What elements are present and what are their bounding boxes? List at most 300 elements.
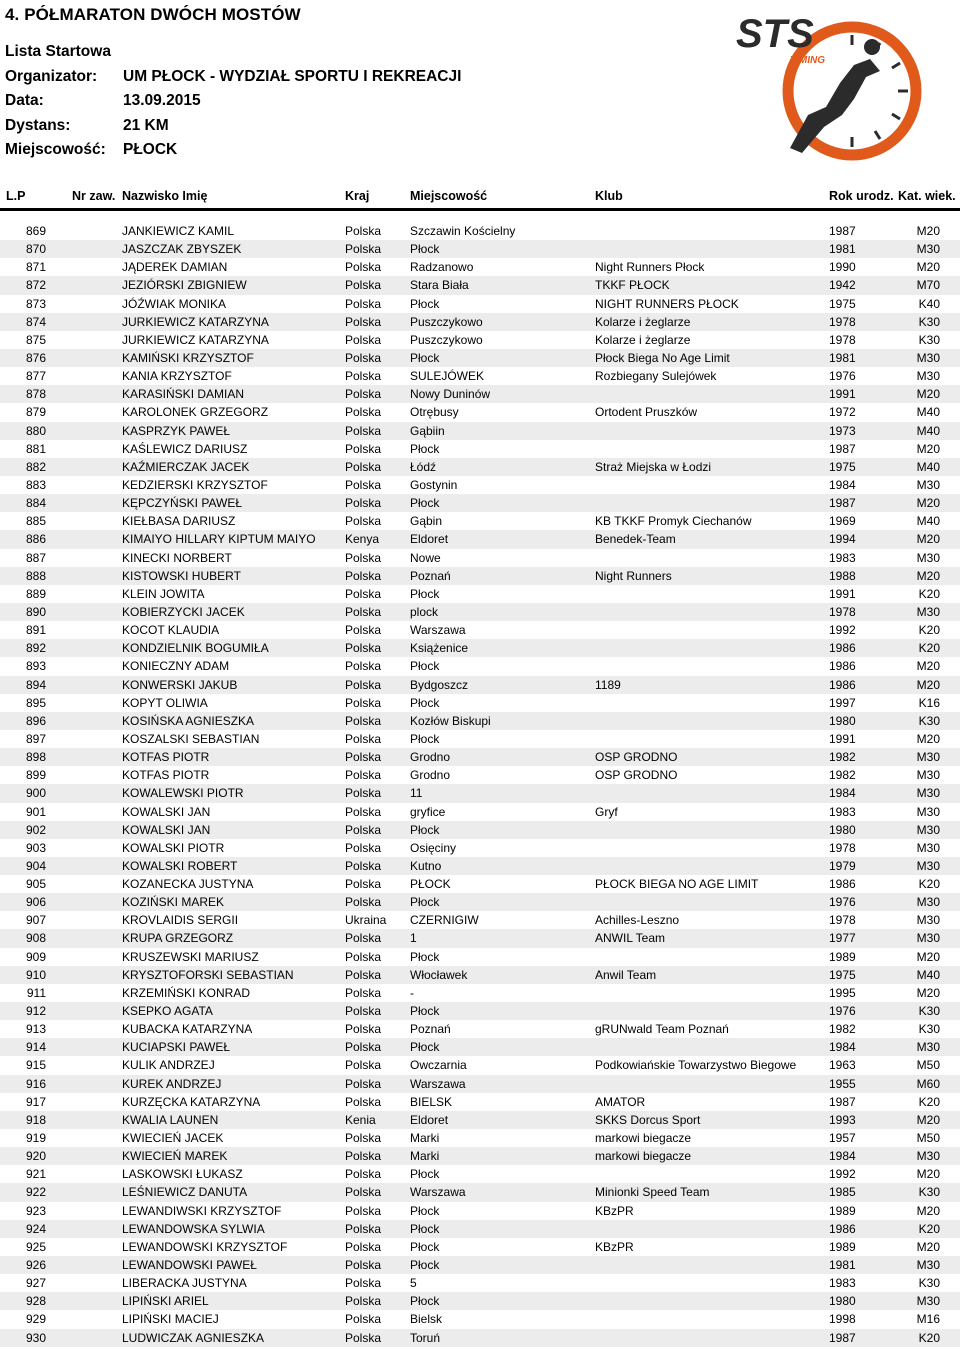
row-name: KRYSZTOFORSKI SEBASTIAN xyxy=(122,967,294,982)
row-age-category: M30 xyxy=(916,1294,940,1309)
row-country: Polska xyxy=(345,677,382,692)
row-birth-year: 1983 xyxy=(829,550,856,565)
organizer-value: UM PŁOCK - WYDZIAŁ SPORTU I REKREACJI xyxy=(123,67,462,85)
row-name: KWIECIEŃ MAREK xyxy=(122,1149,228,1164)
table-row xyxy=(0,530,960,548)
row-age-category: K20 xyxy=(918,1330,940,1345)
row-lp: 882 xyxy=(25,459,46,474)
row-name: JASZCZAK ZBYSZEK xyxy=(122,242,242,257)
row-club: Kolarze i żeglarze xyxy=(595,332,691,347)
row-club: TKKF PŁOCK xyxy=(595,278,670,293)
table-row xyxy=(0,1147,960,1165)
row-lp: 898 xyxy=(25,750,46,765)
row-lp: 877 xyxy=(25,369,46,384)
row-country: Polska xyxy=(345,1221,382,1236)
table-row xyxy=(0,784,960,802)
row-age-category: M20 xyxy=(916,496,940,511)
row-city: 1 xyxy=(410,931,417,946)
row-lp: 929 xyxy=(25,1312,46,1327)
row-city: Poznań xyxy=(410,1022,451,1037)
row-name: KINECKI NORBERT xyxy=(122,550,232,565)
row-city: Osięciny xyxy=(410,840,457,855)
row-birth-year: 1995 xyxy=(829,985,856,1000)
row-country: Kenia xyxy=(345,1112,376,1127)
row-age-category: M30 xyxy=(916,1040,940,1055)
row-lp: 916 xyxy=(25,1076,46,1091)
table-row xyxy=(0,694,960,712)
row-club: NIGHT RUNNERS PŁOCK xyxy=(595,296,739,311)
table-row xyxy=(0,1238,960,1256)
row-country: Polska xyxy=(345,1131,382,1146)
row-age-category: M30 xyxy=(916,895,940,910)
row-country: Polska xyxy=(345,877,382,892)
row-lp: 885 xyxy=(25,514,46,529)
row-city: Warszawa xyxy=(410,623,466,638)
row-lp: 892 xyxy=(25,641,46,656)
row-city: Płock xyxy=(410,695,440,710)
row-birth-year: 1989 xyxy=(829,1239,856,1254)
row-age-category: M20 xyxy=(916,677,940,692)
row-lp: 890 xyxy=(25,604,46,619)
row-birth-year: 1986 xyxy=(829,641,856,656)
table-row xyxy=(0,349,960,367)
row-club: Night Runners xyxy=(595,568,672,583)
row-lp: 924 xyxy=(25,1221,46,1236)
row-country: Polska xyxy=(345,1330,382,1345)
row-club: OSP GRODNO xyxy=(595,750,678,765)
row-country: Polska xyxy=(345,224,382,238)
row-age-category: M30 xyxy=(916,604,940,619)
row-city: 11 xyxy=(410,786,423,801)
row-country: Polska xyxy=(345,1004,382,1019)
location-label: Miejscowość: xyxy=(5,141,106,158)
row-birth-year: 1976 xyxy=(829,1004,856,1019)
col-nr: Nr zaw. xyxy=(72,189,116,203)
row-birth-year: 1972 xyxy=(829,405,856,420)
table-row xyxy=(0,1093,960,1111)
row-age-category: M40 xyxy=(916,459,940,474)
table-row xyxy=(0,313,960,331)
row-name: KONWERSKI JAKUB xyxy=(122,677,238,692)
row-country: Polska xyxy=(345,931,382,946)
table-row xyxy=(0,639,960,657)
row-age-category: M30 xyxy=(916,477,940,492)
row-name: KAŹMIERCZAK JACEK xyxy=(122,459,250,474)
row-country: Polska xyxy=(345,332,382,347)
row-lp: 900 xyxy=(25,786,46,801)
row-name: JĄDEREK DAMIAN xyxy=(122,260,228,275)
row-country: Polska xyxy=(345,296,382,311)
row-lp: 902 xyxy=(25,822,46,837)
table-row xyxy=(0,331,960,349)
row-name: KUBACKA KATARZYNA xyxy=(122,1022,253,1037)
table-row xyxy=(0,385,960,403)
row-club: KBzPR xyxy=(595,1203,634,1218)
table-row xyxy=(0,512,960,530)
row-lp: 926 xyxy=(25,1258,46,1273)
row-country: Polska xyxy=(345,786,382,801)
table-row xyxy=(0,839,960,857)
row-birth-year: 1986 xyxy=(829,677,856,692)
row-city: Płock xyxy=(410,586,440,601)
row-age-category: M40 xyxy=(916,423,940,438)
row-club: Kolarze i żeglarze xyxy=(595,314,691,329)
table-row xyxy=(0,603,960,621)
row-city: Gostynin xyxy=(410,477,458,492)
row-name: LIBERACKA JUSTYNA xyxy=(122,1276,247,1291)
row-city: Płock xyxy=(410,659,440,674)
row-name: JEZIÓRSKI ZBIGNIEW xyxy=(122,278,247,293)
row-birth-year: 1980 xyxy=(829,1294,856,1309)
row-name: KWALIA LAUNEN xyxy=(122,1112,219,1127)
row-city: Gąbiin xyxy=(410,423,445,438)
row-club: AMATOR xyxy=(595,1094,646,1109)
row-name: KONIECZNY ADAM xyxy=(122,659,230,674)
row-age-category: K30 xyxy=(918,1276,940,1291)
row-country: Polska xyxy=(345,822,382,837)
date-row xyxy=(5,89,461,114)
row-birth-year: 1978 xyxy=(829,314,856,329)
table-row xyxy=(0,440,960,458)
row-club: 1189 xyxy=(595,677,621,692)
row-age-category: K20 xyxy=(918,877,940,892)
logo-runner-head xyxy=(864,39,880,55)
row-birth-year: 1991 xyxy=(829,731,856,746)
header-divider xyxy=(0,208,960,211)
row-name: KWIECIEŃ JACEK xyxy=(122,1131,224,1146)
row-birth-year: 1975 xyxy=(829,459,856,474)
table-row xyxy=(0,1056,960,1074)
row-birth-year: 1963 xyxy=(829,1058,856,1073)
row-name: LUDWICZAK AGNIESZKA xyxy=(122,1330,265,1345)
row-city: Płock xyxy=(410,822,440,837)
row-club: Straż Miejska w Łodzi xyxy=(595,459,712,474)
row-lp: 928 xyxy=(25,1294,46,1309)
table-row xyxy=(0,730,960,748)
row-birth-year: 1985 xyxy=(829,1185,856,1200)
row-age-category: M70 xyxy=(916,278,940,293)
row-country: Polska xyxy=(345,1258,382,1273)
row-birth-year: 1992 xyxy=(829,623,856,638)
row-name: LEŚNIEWICZ DANUTA xyxy=(122,1185,248,1200)
col-name: Nazwisko Imię xyxy=(122,189,208,203)
row-city: Warszawa xyxy=(410,1076,466,1091)
row-city: Marki xyxy=(410,1131,440,1146)
row-name: KOTFAS PIOTR xyxy=(122,750,210,765)
row-birth-year: 1991 xyxy=(829,387,856,402)
row-country: Polska xyxy=(345,1094,382,1109)
row-country: Polska xyxy=(345,949,382,964)
distance-value: 21 KM xyxy=(123,116,169,134)
row-name: KASPRZYK PAWEŁ xyxy=(122,423,231,438)
row-lp: 870 xyxy=(25,242,46,257)
row-country: Polska xyxy=(345,242,382,257)
row-country: Polska xyxy=(345,586,382,601)
row-club: Minionki Speed Team xyxy=(595,1185,710,1200)
row-age-category: M60 xyxy=(916,1076,940,1091)
row-birth-year: 1987 xyxy=(829,1094,856,1109)
row-name: KOWALSKI ROBERT xyxy=(122,858,238,873)
row-name: LEWANDOWSKI KRZYSZTOF xyxy=(122,1239,288,1254)
row-lp: 883 xyxy=(25,477,46,492)
row-city: Grodno xyxy=(410,768,451,783)
table-header xyxy=(0,189,960,207)
table-row xyxy=(0,494,960,512)
row-club: KB TKKF Promyk Ciechanów xyxy=(595,514,752,529)
row-city: Płock xyxy=(410,1040,440,1055)
row-lp: 919 xyxy=(25,1131,46,1146)
row-country: Polska xyxy=(345,387,382,402)
page-title: 4. PÓŁMARATON DWÓCH MOSTÓW xyxy=(5,5,301,24)
row-city: Poznań xyxy=(410,568,451,583)
row-lp: 913 xyxy=(25,1022,46,1037)
table-row xyxy=(0,821,960,839)
row-country: Polska xyxy=(345,477,382,492)
row-name: KOPYT OLIWIA xyxy=(122,695,208,710)
row-city: Płock xyxy=(410,1167,440,1182)
row-lp: 909 xyxy=(25,949,46,964)
row-lp: 872 xyxy=(25,278,46,293)
row-country: Polska xyxy=(345,459,382,474)
row-city: Płock xyxy=(410,731,440,746)
row-birth-year: 1984 xyxy=(829,1040,856,1055)
row-age-category: M50 xyxy=(916,1131,940,1146)
table-row xyxy=(0,1310,960,1328)
row-name: KOWALSKI JAN xyxy=(122,822,211,837)
row-birth-year: 1997 xyxy=(829,695,856,710)
row-club: markowi biegacze xyxy=(595,1131,692,1146)
row-name: JANKIEWICZ KAMIL xyxy=(122,224,235,238)
row-club: ANWIL Team xyxy=(595,931,666,946)
row-country: Ukraina xyxy=(345,913,387,928)
row-birth-year: 1942 xyxy=(829,278,856,293)
row-lp: 923 xyxy=(25,1203,46,1218)
row-age-category: K16 xyxy=(918,695,940,710)
row-country: Polska xyxy=(345,405,382,420)
row-lp: 922 xyxy=(25,1185,46,1200)
list-subtitle: Lista Startowa xyxy=(5,43,111,60)
row-birth-year: 1957 xyxy=(829,1131,856,1146)
row-city: Eldoret xyxy=(410,532,449,547)
table-row xyxy=(0,549,960,567)
row-age-category: K30 xyxy=(918,1185,940,1200)
row-city: Łódź xyxy=(410,459,437,474)
table-row xyxy=(0,567,960,585)
row-club: Rozbiegany Sulejówek xyxy=(595,369,717,384)
row-lp: 911 xyxy=(26,985,46,1000)
organizer-row xyxy=(5,65,461,90)
row-club: OSP GRODNO xyxy=(595,768,678,783)
row-age-category: M30 xyxy=(916,913,940,928)
row-country: Polska xyxy=(345,1294,382,1309)
row-name: KOSZALSKI SEBASTIAN xyxy=(122,731,260,746)
row-lp: 884 xyxy=(25,496,46,511)
table-row xyxy=(0,766,960,784)
row-birth-year: 1978 xyxy=(829,840,856,855)
row-name: KRUPA GRZEGORZ xyxy=(122,931,234,946)
row-name: KĘPCZYŃSKI PAWEŁ xyxy=(122,496,243,511)
table-row xyxy=(0,585,960,603)
row-birth-year: 1986 xyxy=(829,659,856,674)
table-row xyxy=(0,984,960,1002)
row-age-category: K40 xyxy=(918,296,940,311)
row-city: Kozłów Biskupi xyxy=(410,713,491,728)
row-age-category: M30 xyxy=(916,350,940,365)
row-age-category: M20 xyxy=(916,568,940,583)
row-birth-year: 1983 xyxy=(829,804,856,819)
row-country: Polska xyxy=(345,804,382,819)
row-country: Polska xyxy=(345,985,382,1000)
row-birth-year: 1980 xyxy=(829,713,856,728)
row-country: Polska xyxy=(345,1203,382,1218)
row-birth-year: 1984 xyxy=(829,477,856,492)
row-age-category: M30 xyxy=(916,858,940,873)
row-age-category: M20 xyxy=(916,532,940,547)
row-lp: 914 xyxy=(25,1040,46,1055)
row-name: KRZEMIŃSKI KONRAD xyxy=(122,985,251,1000)
row-country: Polska xyxy=(345,1022,382,1037)
row-lp: 904 xyxy=(25,858,46,873)
row-lp: 893 xyxy=(25,659,46,674)
organizer-label: Organizator: xyxy=(5,67,98,85)
row-country: Polska xyxy=(345,641,382,656)
row-city: Płock xyxy=(410,1294,440,1309)
table-row xyxy=(0,893,960,911)
row-age-category: M30 xyxy=(916,750,940,765)
row-birth-year: 1987 xyxy=(829,496,856,511)
row-lp: 878 xyxy=(25,387,46,402)
row-name: KIMAIYO HILLARY KIPTUM MAIYO xyxy=(122,532,316,547)
row-country: Polska xyxy=(345,604,382,619)
row-club: KBzPR xyxy=(595,1239,634,1254)
row-name: KONDZIELNIK BOGUMIŁA xyxy=(122,641,269,656)
row-country: Polska xyxy=(345,1276,382,1291)
row-city: Grodno xyxy=(410,750,451,765)
row-city: Płock xyxy=(410,949,440,964)
row-birth-year: 1984 xyxy=(829,1149,856,1164)
col-kraj: Kraj xyxy=(345,189,370,203)
row-lp: 910 xyxy=(25,967,46,982)
row-name: KOCOT KLAUDIA xyxy=(122,623,220,638)
row-lp: 918 xyxy=(25,1112,46,1127)
row-name: KOWALSKI JAN xyxy=(122,804,211,819)
row-age-category: M50 xyxy=(916,1058,940,1073)
row-city: Płock xyxy=(410,1203,440,1218)
row-age-category: M20 xyxy=(916,985,940,1000)
row-club: PŁOCK BIEGA NO AGE LIMIT xyxy=(595,877,759,892)
row-age-category: M40 xyxy=(916,514,940,529)
row-city: Płock xyxy=(410,1004,440,1019)
row-lp: 874 xyxy=(25,314,46,329)
table-row xyxy=(0,1292,960,1310)
event-info xyxy=(5,40,461,163)
row-birth-year: 1984 xyxy=(829,786,856,801)
table-row xyxy=(0,911,960,929)
row-birth-year: 1986 xyxy=(829,1221,856,1236)
row-city: Książenice xyxy=(410,641,469,656)
row-name: KAMIŃSKI KRZYSZTOF xyxy=(122,350,254,365)
row-city: Płock xyxy=(410,895,440,910)
row-age-category: M40 xyxy=(916,405,940,420)
row-age-category: M30 xyxy=(916,369,940,384)
row-club: gRUNwald Team Poznań xyxy=(595,1022,729,1037)
row-name: KUREK ANDRZEJ xyxy=(122,1076,222,1091)
table-row xyxy=(0,857,960,875)
row-name: KOWALSKI PIOTR xyxy=(122,840,225,855)
row-age-category: M20 xyxy=(916,731,940,746)
row-name: KSEPKO AGATA xyxy=(122,1004,213,1019)
row-lp: 897 xyxy=(25,731,46,746)
row-country: Polska xyxy=(345,423,382,438)
row-country: Polska xyxy=(345,768,382,783)
row-name: LEWANDIWSKI KRZYSZTOF xyxy=(122,1203,282,1218)
row-birth-year: 1973 xyxy=(829,423,856,438)
row-city: gryfice xyxy=(410,804,446,819)
row-name: KEDZIERSKI KRZYSZTOF xyxy=(122,477,268,492)
row-name: LIPIŃSKI MACIEJ xyxy=(122,1312,219,1327)
row-country: Polska xyxy=(345,1239,382,1254)
row-age-category: M30 xyxy=(916,550,940,565)
row-lp: 875 xyxy=(25,332,46,347)
row-age-category: M20 xyxy=(916,1167,940,1182)
row-club: Gryf xyxy=(595,804,618,819)
row-birth-year: 1987 xyxy=(829,224,856,238)
row-age-category: K30 xyxy=(918,332,940,347)
table-row xyxy=(0,1256,960,1274)
row-age-category: M20 xyxy=(916,387,940,402)
row-name: KULIK ANDRZEJ xyxy=(122,1058,215,1073)
table-row xyxy=(0,676,960,694)
row-age-category: M30 xyxy=(916,768,940,783)
row-age-category: K20 xyxy=(918,641,940,656)
row-name: KOBIERZYCKI JACEK xyxy=(122,604,245,619)
table-row xyxy=(0,948,960,966)
row-country: Polska xyxy=(345,1185,382,1200)
row-city: BIELSK xyxy=(410,1094,453,1109)
row-lp: 891 xyxy=(25,623,46,638)
row-birth-year: 1981 xyxy=(829,242,856,257)
row-age-category: M40 xyxy=(916,967,940,982)
row-club: SKKS Dorcus Sport xyxy=(595,1112,701,1127)
table-row xyxy=(0,929,960,947)
row-birth-year: 1978 xyxy=(829,332,856,347)
row-age-category: M20 xyxy=(916,1112,940,1127)
row-country: Polska xyxy=(345,441,382,456)
row-club: Achilles-Leszno xyxy=(595,913,680,928)
row-name: KOWALEWSKI PIOTR xyxy=(122,786,244,801)
row-city: Nowe xyxy=(410,550,441,565)
row-birth-year: 1989 xyxy=(829,949,856,964)
row-age-category: M20 xyxy=(916,659,940,674)
row-city: Płock xyxy=(410,1258,440,1273)
row-lp: 894 xyxy=(25,677,46,692)
row-country: Polska xyxy=(345,1058,382,1073)
row-birth-year: 1976 xyxy=(829,369,856,384)
row-city: Włocławek xyxy=(410,967,468,982)
row-lp: 917 xyxy=(25,1094,46,1109)
row-birth-year: 1969 xyxy=(829,514,856,529)
row-country: Polska xyxy=(345,858,382,873)
row-country: Polska xyxy=(345,731,382,746)
row-lp: 899 xyxy=(25,768,46,783)
row-club: Podkowiańskie Towarzystwo Biegowe xyxy=(595,1058,797,1073)
row-birth-year: 1982 xyxy=(829,750,856,765)
row-city: plock xyxy=(410,604,439,619)
table-row xyxy=(0,367,960,385)
table-row xyxy=(0,966,960,984)
row-name: KIEŁBASA DARIUSZ xyxy=(122,514,236,529)
row-lp: 925 xyxy=(25,1239,46,1254)
